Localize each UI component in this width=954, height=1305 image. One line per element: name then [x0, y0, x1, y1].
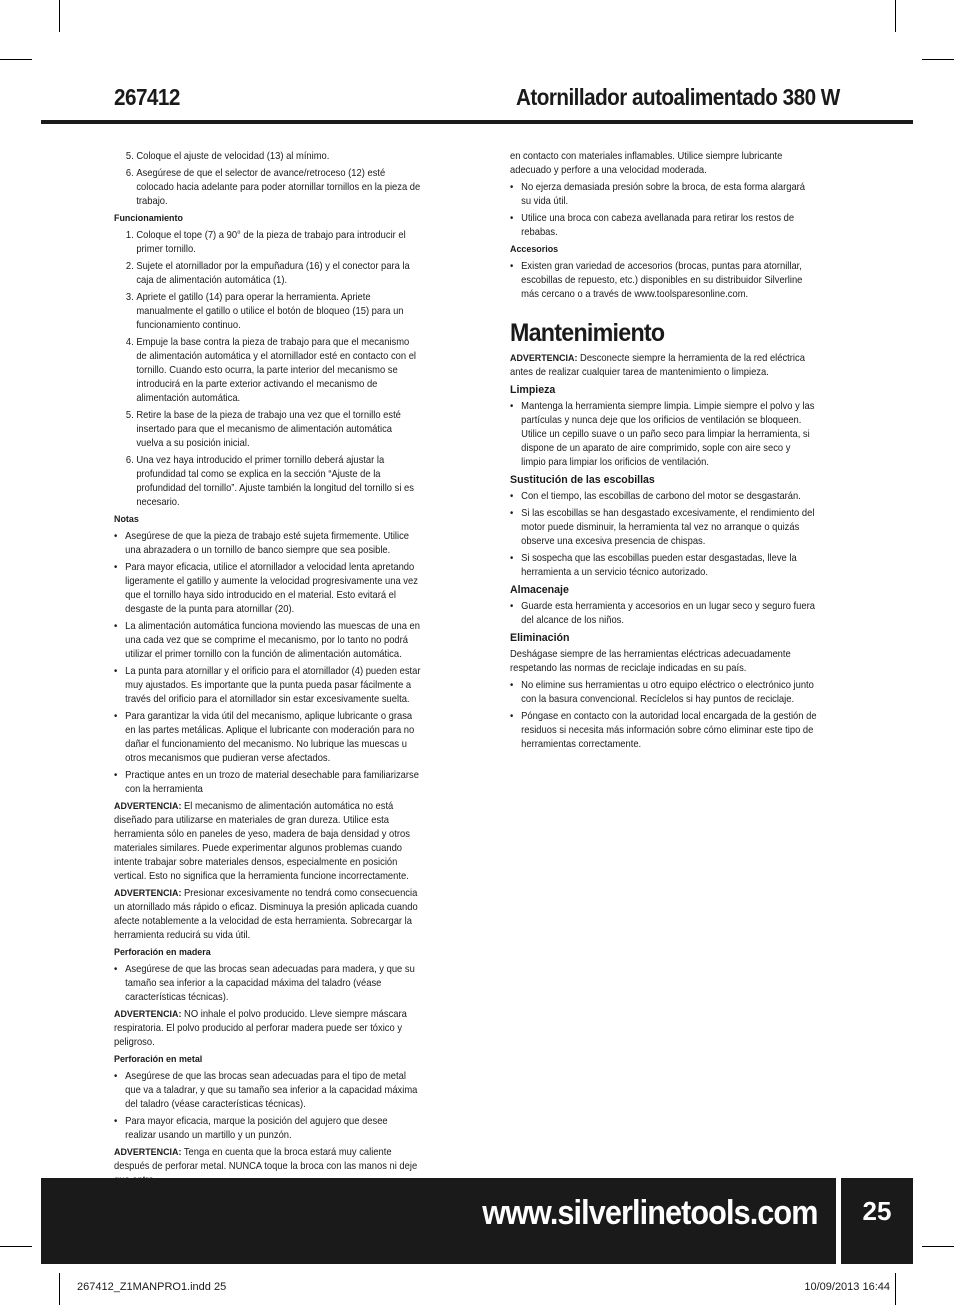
list-item: • Mantenga la herramienta siempre limpia. Limpie siempre el polvo y las partículas y nunca deje que los orificios de ventilación se bloqueen. Utilice un cepillo suave o un paño seco para limpiar la herramienta, si dispone de un aparato de aire comprimido, sople con aire seco y limpio para limpiar los orificios de ventilación.: [521, 400, 817, 470]
list-item: • Para mayor eficacia, utilice el atornillador a velocidad lenta apretando ligeramente el gatillo y aumente la velocidad progresivamente una vez que el tornillo haya sido introducido en el material. Esto evitará el desgaste de la punta para atornillar (20).: [125, 561, 421, 617]
section-heading-madera: Perforación en madera: [114, 947, 211, 958]
eliminacion-list: [510, 679, 817, 752]
section-heading-accesorios: Accesorios: [510, 244, 559, 255]
page-number: 25: [862, 1196, 892, 1226]
section-heading-metal: Perforación en metal: [114, 1054, 203, 1065]
list-item: 6. Asegúrese de que el selector de avance/retroceso (12) esté colocado hacia adelante para poder atornillar tornillos en la pieza de trabajo.: [136, 167, 421, 209]
crop-mark: [0, 1246, 32, 1247]
crop-mark: [895, 1273, 896, 1305]
crop-mark: [59, 0, 60, 32]
list-item: • Si sospecha que las escobillas pueden estar desgastadas, lleve la herramienta a un servicio técnico autorizado.: [521, 552, 817, 580]
limpieza-list: [510, 400, 817, 470]
section-heading-limpieza: Limpieza: [510, 384, 556, 396]
funcionamiento-steps-list: [114, 229, 421, 510]
section-heading-eliminacion: Eliminación: [510, 632, 570, 644]
crop-mark: [0, 59, 32, 60]
accesorios-list: [510, 260, 817, 302]
list-item: • La punta para atornillar y el orificio para el atornillador (4) pueden estar muy ajustados. Es importante que la punta pueda pasar fácilmente a través del orificio para el atornillador sin estar excesivamente suelta.: [125, 665, 421, 707]
warning-paragraph: [114, 800, 421, 884]
setup-steps-list: [114, 150, 421, 209]
list-item: • Con el tiempo, las escobillas de carbono del motor se desgastarán.: [521, 490, 817, 504]
warning-paragraph: [114, 1008, 421, 1050]
list-item: • Asegúrese de que las brocas sean adecuadas para el tipo de metal que va a taladrar, y que su tamaño sea inferior a la capacidad máxima del taladro (véase características técnicas).: [125, 1070, 421, 1112]
crop-mark: [59, 1273, 60, 1305]
crop-mark: [922, 59, 954, 60]
warning-text: Tenga en cuenta que la broca estará muy caliente después de perforar metal. NUNCA toque la broca con las manos ni deje: [114, 1147, 418, 1172]
section-heading-escobillas: Sustitución de las escobillas: [510, 474, 655, 486]
list-item: 5. Coloque el ajuste de velocidad (13) al mínimo.: [136, 150, 421, 164]
crop-mark: [922, 1246, 954, 1247]
warning-text: El mecanismo de alimentación automática no está diseñado para utilizarse en materiales de gran dureza. Utilice esta herramienta sólo en paneles de yeso, madera de baja densidad y otros materiales similares. Puede experimentar algunos problemas cuando intente trabajar sobre materiales densos, especialmente en posición vertical. Esto no significa que la herramienta funcione incorrectamente.: [114, 801, 410, 882]
warning-text: Presionar excesivamente no tendrá como consecuencia un atornillado más rápido o eficaz. Disminuya la presión aplicada cuando afecte notablemente a la velocidad de esta herramienta. Sobrecargar la herramienta reducirá su vida útil.: [114, 888, 418, 941]
escobillas-list: [510, 490, 817, 580]
list-item: • Asegúrese de que la pieza de trabajo esté sujeta firmemente. Utilice una abrazadera o un tornillo de banco siempre que sea posible.: [125, 530, 421, 558]
continuation-text: en contacto con materiales inflamables. Utilice siempre lubricante adecuado y perfore a una velocidad moderada.: [510, 151, 783, 176]
warning-text: NO inhale el polvo producido. Lleve siempre máscara respiratoria. El polvo producido al perforar madera puede ser tóxico y peligroso.: [114, 1009, 407, 1048]
metal-list: [114, 1070, 421, 1143]
warning-label: ADVERTENCIA:: [510, 353, 578, 364]
almacenaje-list: [510, 600, 817, 628]
list-item: • Asegúrese de que las brocas sean adecuadas para madera, y que su tamaño sea inferior a la capacidad máxima del taladro (véase características técnicas).: [125, 963, 421, 1005]
page-header: [114, 84, 840, 118]
footer-bar: [41, 1178, 836, 1264]
list-item: • Existen gran variedad de accesorios (brocas, puntas para atornillar, escobillas de repuesto, etc.) disponibles en su distribuidor Silverline más cercano o a través de www.toolsparesonline.com.: [521, 260, 817, 302]
list-item: • Practique antes en un trozo de material desechable para familiarizarse con la herramienta: [125, 769, 421, 797]
warning-label: ADVERTENCIA:: [114, 888, 182, 899]
warning-label: ADVERTENCIA:: [114, 1147, 182, 1158]
metal-list-continued: [510, 181, 817, 240]
website-url: www.silverlinetools.com: [482, 1194, 818, 1232]
list-item: 5. Retire la base de la pieza de trabajo una vez que el tornillo esté insertado para que el mecanismo de alimentación automática vuelva a su posición inicial.: [136, 409, 421, 451]
warning-label: ADVERTENCIA:: [114, 1009, 182, 1020]
list-item: 4. Empuje la base contra la pieza de trabajo para que el mecanismo de alimentación automática y el atornillador esté en contacto con el tornillo. Cuando esto ocurra, la parte interior del mecanismo se introducirá en la parte exterior activando el mecanismo de alimentación automática.: [136, 336, 421, 406]
left-column: [114, 150, 421, 1191]
section-heading-funcionamiento: Funcionamiento: [114, 213, 183, 224]
list-item: • Guarde esta herramienta y accesorios en un lugar seco y seguro fuera del alcance de los niños.: [521, 600, 817, 628]
list-item: • La alimentación automática funciona moviendo las muescas de una en una cada vez que se comprime el mecanismo, por lo tanto no podrá utilizar el primer tornillo con la función de alimentación automática.: [125, 620, 421, 662]
section-heading-almacenaje: Almacenaje: [510, 584, 569, 596]
list-item: • Para mayor eficacia, marque la posición del agujero que desee realizar usando un martillo y un punzón.: [125, 1115, 421, 1143]
list-item: 6. Una vez haya introducido el primer tornillo deberá ajustar la profundidad tal como se explica en la sección “Ajuste de la profundidad del tornillo”. Ajuste también la longitud del tornillo si es necesario.: [136, 454, 421, 510]
page-title: Atornillador autoalimentado 380 W: [516, 84, 840, 110]
product-code: 267412: [114, 84, 180, 110]
section-title-mantenimiento: Mantenimiento: [510, 319, 665, 347]
slug-date: 10/09/2013 16:44: [804, 1281, 890, 1293]
right-column: [510, 150, 817, 755]
warning-paragraph: [510, 352, 817, 380]
header-rule: [41, 120, 913, 124]
eliminacion-text: Deshágase siempre de las herramientas eléctricas adecuadamente respetando las normas de reciclaje indicadas en su país.: [510, 649, 791, 674]
list-item: • Para garantizar la vida útil del mecanismo, aplique lubricante o grasa en las partes metálicas. Aplique el lubricante con moderación para no dañar el funcionamiento del mecanismo. No lubrique las muescas u otros mecanismos que pudieran verse afectados.: [125, 710, 421, 766]
list-item: • Si las escobillas se han desgastado excesivamente, el rendimiento del motor puede disminuir, la herramienta tal vez no arranque o quizás observe una excesiva presencia de chispas.: [521, 507, 817, 549]
warning-label: ADVERTENCIA:: [114, 801, 182, 812]
notas-list: [114, 530, 421, 797]
warning-text: Desconecte siempre la herramienta de la red eléctrica antes de realizar cualquier tarea de mantenimiento o limpieza.: [510, 353, 805, 378]
warning-paragraph: [114, 887, 421, 943]
list-item: • Póngase en contacto con la autoridad local encargada de la gestión de residuos si necesita más información sobre cómo eliminar este tipo de herramientas correctamente.: [521, 710, 817, 752]
madera-list: [114, 963, 421, 1005]
section-heading-notas: Notas: [114, 514, 139, 525]
crop-mark: [895, 0, 896, 32]
page-number-box: [841, 1178, 913, 1264]
list-item: 1. Coloque el tope (7) a 90° de la pieza de trabajo para introducir el primer tornillo.: [136, 229, 421, 257]
list-item: • Utilice una broca con cabeza avellanada para retirar los restos de rebabas.: [521, 212, 817, 240]
list-item: 3. Apriete el gatillo (14) para operar la herramienta. Apriete manualmente el gatillo o utilice el botón de bloqueo (15) para un funcionamiento continuo.: [136, 291, 421, 333]
slug-file: 267412_Z1MANPRO1.indd 25: [77, 1281, 227, 1293]
list-item: • No ejerza demasiada presión sobre la broca, de esta forma alargará su vida útil.: [521, 181, 817, 209]
list-item: 2. Sujete el atornillador por la empuñadura (16) y el conector para la caja de alimentación automática (1).: [136, 260, 421, 288]
list-item: • No elimine sus herramientas u otro equipo eléctrico o electrónico junto con la basura convencional. Recíclelos si hay puntos de reciclaje.: [521, 679, 817, 707]
